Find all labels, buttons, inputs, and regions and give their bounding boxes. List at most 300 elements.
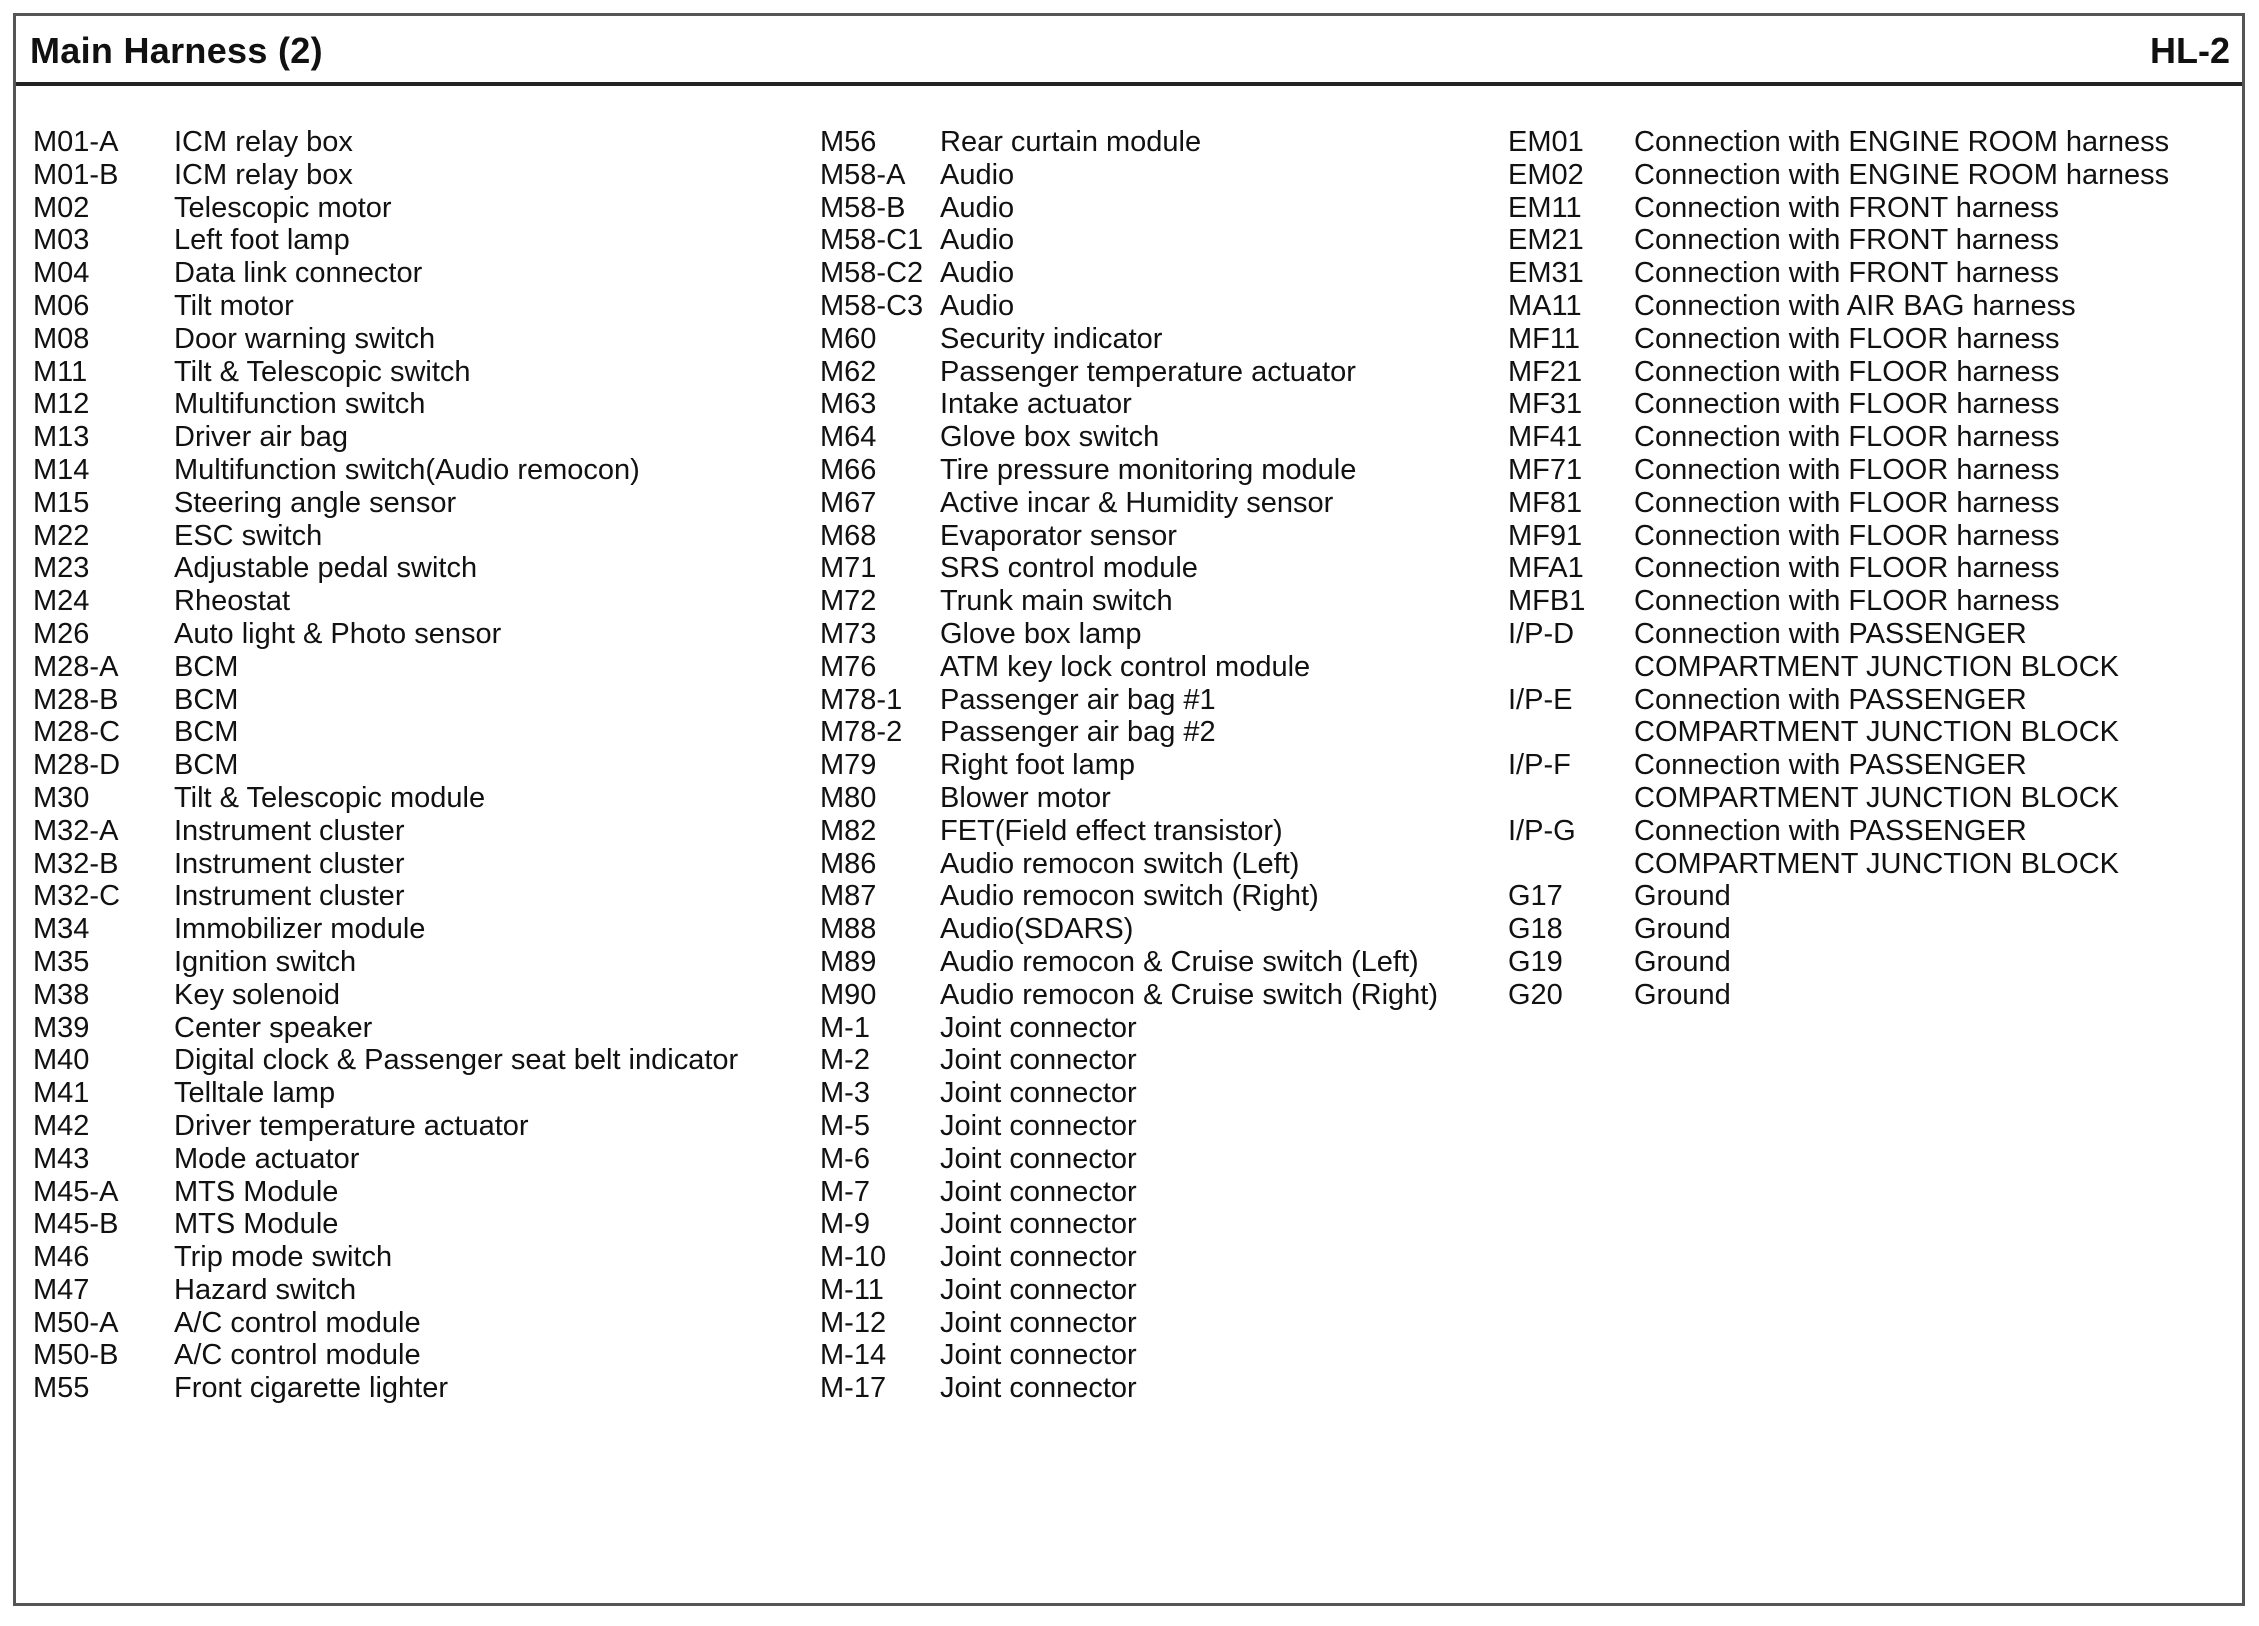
connector-row [820, 684, 1520, 717]
connector-row [820, 192, 1520, 225]
connector-description: Passenger temperature actuator [940, 355, 1356, 388]
connector-code: M47 [33, 1273, 90, 1306]
connector-description: Tilt & Telescopic module [174, 781, 486, 814]
connector-row [1508, 913, 2228, 946]
connector-code: EM21 [1508, 224, 1584, 257]
connector-code: M-3 [820, 1077, 870, 1110]
connector-row [1508, 618, 2228, 684]
connector-code: M55 [33, 1372, 90, 1405]
connector-code: M87 [820, 880, 877, 913]
connector-row [33, 552, 823, 585]
connector-row [820, 1372, 1520, 1405]
connector-description: Connection with FLOOR harness [1634, 388, 2060, 421]
connector-description: Joint connector [940, 1339, 1137, 1372]
connector-description: ICM relay box [174, 126, 353, 158]
connector-description: Connection with FRONT harness [1634, 191, 2059, 224]
connector-row [1508, 224, 2228, 257]
connector-code: M04 [33, 257, 90, 290]
connector-code: M66 [820, 453, 877, 486]
connector-code: M68 [820, 519, 877, 552]
connector-code: M71 [820, 552, 877, 585]
connector-row [33, 356, 823, 389]
connector-code: EM31 [1508, 257, 1584, 290]
connector-row [820, 1143, 1520, 1176]
connector-row [820, 257, 1520, 290]
connector-description: Auto light & Photo sensor [174, 617, 502, 650]
connector-code: M76 [820, 650, 877, 683]
connector-code: G19 [1508, 945, 1563, 978]
connector-description: Connection with FLOOR harness [1634, 519, 2060, 552]
connector-row [820, 159, 1520, 192]
connector-row [33, 1044, 823, 1077]
connector-code: M-17 [820, 1372, 887, 1405]
connector-code: M-12 [820, 1306, 887, 1339]
connector-code: M-7 [820, 1175, 870, 1208]
connector-code: M38 [33, 978, 90, 1011]
connector-row [33, 880, 823, 913]
connector-description: Tilt motor [174, 289, 294, 322]
connector-description: MTS Module [174, 1175, 339, 1208]
connector-row [1508, 552, 2228, 585]
connector-row [33, 1241, 823, 1274]
connector-description: Tilt & Telescopic switch [174, 355, 471, 388]
connector-row [1508, 421, 2228, 454]
connector-description: BCM [174, 749, 239, 782]
connector-row [1508, 356, 2228, 389]
connector-description: Audio [940, 158, 1015, 191]
connector-row [820, 979, 1520, 1012]
connector-row [33, 716, 823, 749]
connector-row [1508, 946, 2228, 979]
connector-code: MF31 [1508, 388, 1583, 421]
connector-description: Ground [1634, 880, 1731, 913]
connector-row [820, 356, 1520, 389]
connector-code: G17 [1508, 880, 1563, 913]
connector-row [820, 913, 1520, 946]
connector-row [820, 1307, 1520, 1340]
connector-description-line2: COMPARTMENT JUNCTION BLOCK [1634, 650, 2119, 683]
connector-description: Ground [1634, 945, 1731, 978]
connector-code: M-6 [820, 1142, 870, 1175]
connector-code: MFA1 [1508, 552, 1584, 585]
connector-description: Connection with FLOOR harness [1634, 552, 2060, 585]
connector-code: MF81 [1508, 486, 1583, 519]
connector-code: M-9 [820, 1208, 870, 1241]
connector-description: Connection with PASSENGER [1634, 683, 2027, 716]
connector-description: Connection with ENGINE ROOM harness [1634, 158, 2170, 191]
connector-description: Passenger air bag #2 [940, 716, 1216, 749]
connector-description: Driver temperature actuator [174, 1109, 529, 1142]
connector-description: ESC switch [174, 519, 323, 552]
connector-row [33, 651, 823, 684]
connector-row [820, 782, 1520, 815]
connector-description: Audio [940, 191, 1015, 224]
connector-description: Driver air bag [174, 421, 349, 454]
connector-row [1508, 979, 2228, 1012]
connector-row [33, 1143, 823, 1176]
connector-description: Right foot lamp [940, 749, 1136, 782]
connector-description: Connection with PASSENGER [1634, 617, 2027, 650]
connector-row [820, 1339, 1520, 1372]
connector-code: MF91 [1508, 519, 1583, 552]
connector-description: Mode actuator [174, 1142, 360, 1175]
connector-row [1508, 126, 2228, 159]
connector-row [33, 585, 823, 618]
connector-row [820, 290, 1520, 323]
connector-row [820, 880, 1520, 913]
connector-row [33, 1176, 823, 1209]
connector-code: M58-C3 [820, 289, 924, 322]
connector-row [33, 224, 823, 257]
connector-description: Joint connector [940, 1372, 1137, 1405]
connector-description: Joint connector [940, 1044, 1137, 1077]
connector-code: M32-B [33, 847, 119, 880]
connector-description: Rheostat [174, 585, 291, 618]
connector-description: Ignition switch [174, 945, 357, 978]
connector-description: Connection with FLOOR harness [1634, 585, 2060, 618]
connector-row [820, 323, 1520, 356]
connector-code: M90 [820, 978, 877, 1011]
connector-description: Connection with FLOOR harness [1634, 486, 2060, 519]
connector-description: Audio [940, 289, 1015, 322]
connector-row [33, 1307, 823, 1340]
page-code: HL-2 [2150, 30, 2230, 71]
connector-code: M82 [820, 814, 877, 847]
connector-code: M34 [33, 913, 90, 946]
connector-row [33, 454, 823, 487]
connector-description: Connection with FRONT harness [1634, 257, 2059, 290]
connector-description: Audio [940, 224, 1015, 257]
connector-code: M-11 [820, 1273, 884, 1306]
connector-row [1508, 520, 2228, 553]
connector-row [820, 1077, 1520, 1110]
connector-code: M45-B [33, 1208, 119, 1241]
connector-row [33, 1339, 823, 1372]
connector-row [820, 126, 1520, 159]
page-header [16, 16, 2242, 86]
connector-code: MA11 [1508, 289, 1582, 322]
connector-row [820, 1208, 1520, 1241]
connector-description: Joint connector [940, 1077, 1137, 1110]
connector-code: M-14 [820, 1339, 887, 1372]
connector-code: M13 [33, 421, 90, 454]
connector-row [1508, 487, 2228, 520]
connector-row [1508, 388, 2228, 421]
connector-description: Blower motor [940, 781, 1111, 814]
connector-row [33, 684, 823, 717]
connector-code: M-5 [820, 1109, 870, 1142]
connector-column-2 [820, 126, 1520, 1405]
connector-row [33, 1012, 823, 1045]
connector-code: M11 [33, 355, 88, 388]
connector-row [1508, 815, 2228, 881]
connector-code: M63 [820, 388, 877, 421]
connector-row [820, 618, 1520, 651]
connector-description: Audio remocon & Cruise switch (Right) [940, 978, 1439, 1011]
connector-code: M28-A [33, 650, 119, 683]
connector-row [33, 749, 823, 782]
connector-description: Connection with FLOOR harness [1634, 355, 2060, 388]
connector-row [33, 421, 823, 454]
connector-code: M24 [33, 585, 90, 618]
connector-description: Joint connector [940, 1306, 1137, 1339]
connector-code: EM02 [1508, 158, 1584, 191]
connector-row [1508, 257, 2228, 290]
connector-code: M39 [33, 1011, 90, 1044]
connector-code: M08 [33, 322, 90, 355]
connector-description: A/C control module [174, 1306, 421, 1339]
connector-row [820, 848, 1520, 881]
connector-description: Tire pressure monitoring module [940, 453, 1357, 486]
connector-code: M67 [820, 486, 877, 519]
connector-code: EM11 [1508, 191, 1582, 224]
connector-column-1 [33, 126, 823, 1405]
connector-code: M72 [820, 585, 877, 618]
connector-row [820, 421, 1520, 454]
connector-row [33, 388, 823, 421]
connector-row [33, 1274, 823, 1307]
connector-code: M43 [33, 1142, 90, 1175]
connector-description: Trip mode switch [174, 1241, 393, 1274]
connector-row [33, 1208, 823, 1241]
connector-description: Instrument cluster [174, 880, 405, 913]
connector-description: ATM key lock control module [940, 650, 1311, 683]
connector-description: Connection with FLOOR harness [1634, 453, 2060, 486]
connector-code: M89 [820, 945, 877, 978]
connector-description: Passenger air bag #1 [940, 683, 1216, 716]
connector-description: BCM [174, 683, 239, 716]
connector-description: Glove box lamp [940, 617, 1142, 650]
connector-description-line2: COMPARTMENT JUNCTION BLOCK [1634, 847, 2119, 880]
connector-description: Instrument cluster [174, 847, 405, 880]
connector-row [1508, 880, 2228, 913]
connector-column-3 [1508, 126, 2228, 1012]
connector-code: M03 [33, 224, 90, 257]
connector-row [820, 1241, 1520, 1274]
connector-code: M46 [33, 1241, 90, 1274]
connector-row [820, 487, 1520, 520]
connector-code: M40 [33, 1044, 90, 1077]
connector-row [820, 749, 1520, 782]
connector-row [820, 454, 1520, 487]
connector-row [1508, 159, 2228, 192]
connector-row [33, 1372, 823, 1405]
connector-description: Audio(SDARS) [940, 913, 1134, 946]
connector-row [33, 946, 823, 979]
connector-code: M02 [33, 191, 90, 224]
connector-code: I/P-D [1508, 617, 1575, 650]
connector-row [820, 388, 1520, 421]
connector-code: MFB1 [1508, 585, 1586, 618]
connector-row [1508, 290, 2228, 323]
connector-code: M23 [33, 552, 90, 585]
connector-row [820, 520, 1520, 553]
connector-description: Hazard switch [174, 1273, 357, 1306]
connector-row [820, 552, 1520, 585]
connector-code: M78-2 [820, 716, 903, 749]
connector-row [33, 1077, 823, 1110]
connector-code: I/P-G [1508, 814, 1576, 847]
connector-description: Joint connector [940, 1011, 1137, 1044]
connector-description: Joint connector [940, 1142, 1137, 1175]
connector-description: Trunk main switch [940, 585, 1173, 618]
connector-code: M15 [33, 486, 90, 519]
connector-code: M64 [820, 421, 877, 454]
connector-description: FET(Field effect transistor) [940, 814, 1283, 847]
connector-code: M12 [33, 388, 90, 421]
connector-description: Joint connector [940, 1241, 1137, 1274]
connector-code: G18 [1508, 913, 1563, 946]
connector-description: Connection with PASSENGER [1634, 749, 2027, 782]
connector-code: M14 [33, 453, 90, 486]
connector-code: M32-C [33, 880, 121, 913]
connector-code: M41 [33, 1077, 90, 1110]
connector-code: M79 [820, 749, 877, 782]
connector-row [33, 323, 823, 356]
connector-description: Immobilizer module [174, 913, 426, 946]
connector-description: Security indicator [940, 322, 1163, 355]
connector-description: Intake actuator [940, 388, 1132, 421]
connector-code: M58-B [820, 191, 906, 224]
connector-code: M01-B [33, 158, 119, 191]
connector-code: M06 [33, 289, 90, 322]
connector-code: M28-B [33, 683, 119, 716]
connector-code: M60 [820, 322, 877, 355]
connector-code: M-1 [820, 1011, 870, 1044]
connector-description: Front cigarette lighter [174, 1372, 449, 1405]
connector-description: Door warning switch [174, 322, 436, 355]
connector-description: Multifunction switch(Audio remocon) [174, 453, 640, 486]
connector-description: Ground [1634, 913, 1731, 946]
connector-description: Data link connector [174, 257, 423, 290]
connector-code: M30 [33, 781, 90, 814]
connector-row [1508, 192, 2228, 225]
connector-code: M58-C1 [820, 224, 924, 257]
connector-row [820, 224, 1520, 257]
connector-row [33, 913, 823, 946]
connector-code: MF41 [1508, 421, 1583, 454]
connector-row [33, 520, 823, 553]
connector-description: BCM [174, 650, 239, 683]
connector-row [33, 257, 823, 290]
connector-row [33, 1110, 823, 1143]
connector-code: M45-A [33, 1175, 119, 1208]
connector-row [1508, 323, 2228, 356]
connector-row [33, 290, 823, 323]
connector-description: Audio remocon switch (Left) [940, 847, 1300, 880]
connector-code: M50-A [33, 1306, 119, 1339]
connector-code: M32-A [33, 814, 119, 847]
connector-description: Evaporator sensor [940, 519, 1177, 552]
connector-description-line2: COMPARTMENT JUNCTION BLOCK [1634, 781, 2119, 814]
connector-description: Digital clock & Passenger seat belt indicator [174, 1044, 739, 1077]
connector-row [820, 1012, 1520, 1045]
connector-row [1508, 585, 2228, 618]
connector-row [820, 1110, 1520, 1143]
connector-row [820, 815, 1520, 848]
connector-code: M58-A [820, 158, 906, 191]
connector-description: Left foot lamp [174, 224, 350, 257]
connector-code: M58-C2 [820, 257, 924, 290]
connector-row [820, 1044, 1520, 1077]
connector-code: M35 [33, 945, 90, 978]
connector-code: MF21 [1508, 355, 1583, 388]
connector-description: Joint connector [940, 1109, 1137, 1142]
connector-description: Telltale lamp [174, 1077, 336, 1110]
connector-row [820, 585, 1520, 618]
connector-row [33, 192, 823, 225]
connector-row [33, 618, 823, 651]
connector-code: MF11 [1508, 322, 1580, 355]
connector-description: Audio [940, 257, 1015, 290]
connector-description: Connection with FLOOR harness [1634, 421, 2060, 454]
connector-description: Connection with PASSENGER [1634, 814, 2027, 847]
connector-description: A/C control module [174, 1339, 421, 1372]
connector-row [820, 1274, 1520, 1307]
connector-code: M73 [820, 617, 877, 650]
page-title: Main Harness (2) [30, 30, 323, 71]
connector-code: M56 [820, 126, 877, 158]
connector-row [33, 848, 823, 881]
connector-row [820, 946, 1520, 979]
connector-row [33, 126, 823, 159]
connector-row [820, 651, 1520, 684]
connector-description: Connection with FRONT harness [1634, 224, 2059, 257]
connector-description: Instrument cluster [174, 814, 405, 847]
connector-code: M78-1 [820, 683, 903, 716]
connector-description: MTS Module [174, 1208, 339, 1241]
connector-description: Key solenoid [174, 978, 341, 1011]
connector-code: I/P-F [1508, 749, 1571, 782]
connector-description: Multifunction switch [174, 388, 426, 421]
connector-code: M62 [820, 355, 877, 388]
connector-description: Rear curtain module [940, 126, 1202, 158]
connector-row [33, 979, 823, 1012]
connector-description: Steering angle sensor [174, 486, 457, 519]
connector-description: Connection with FLOOR harness [1634, 322, 2060, 355]
connector-code: M86 [820, 847, 877, 880]
connector-row [1508, 749, 2228, 815]
connector-description-line2: COMPARTMENT JUNCTION BLOCK [1634, 716, 2119, 749]
connector-code: M50-B [33, 1339, 119, 1372]
connector-description: Glove box switch [940, 421, 1160, 454]
connector-code: M28-C [33, 716, 121, 749]
connector-code: M42 [33, 1109, 90, 1142]
connector-row [33, 159, 823, 192]
connector-description: ICM relay box [174, 158, 353, 191]
connector-code: M28-D [33, 749, 121, 782]
connector-description: Connection with AIR BAG harness [1634, 289, 2076, 322]
connector-description: SRS control module [940, 552, 1198, 585]
connector-row [820, 1176, 1520, 1209]
connector-code: M26 [33, 617, 90, 650]
connector-row [33, 782, 823, 815]
connector-code: M22 [33, 519, 90, 552]
connector-description: Adjustable pedal switch [174, 552, 478, 585]
connector-code: EM01 [1508, 126, 1584, 158]
connector-description: Connection with ENGINE ROOM harness [1634, 126, 2170, 158]
connector-code: M01-A [33, 126, 119, 158]
connector-description: Joint connector [940, 1273, 1137, 1306]
connector-code: MF71 [1508, 453, 1583, 486]
connector-code: M-10 [820, 1241, 887, 1274]
connector-row [1508, 454, 2228, 487]
connector-code: M88 [820, 913, 877, 946]
connector-row [33, 487, 823, 520]
connector-code: I/P-E [1508, 683, 1573, 716]
connector-description: Telescopic motor [174, 191, 392, 224]
connector-code: G20 [1508, 978, 1563, 1011]
